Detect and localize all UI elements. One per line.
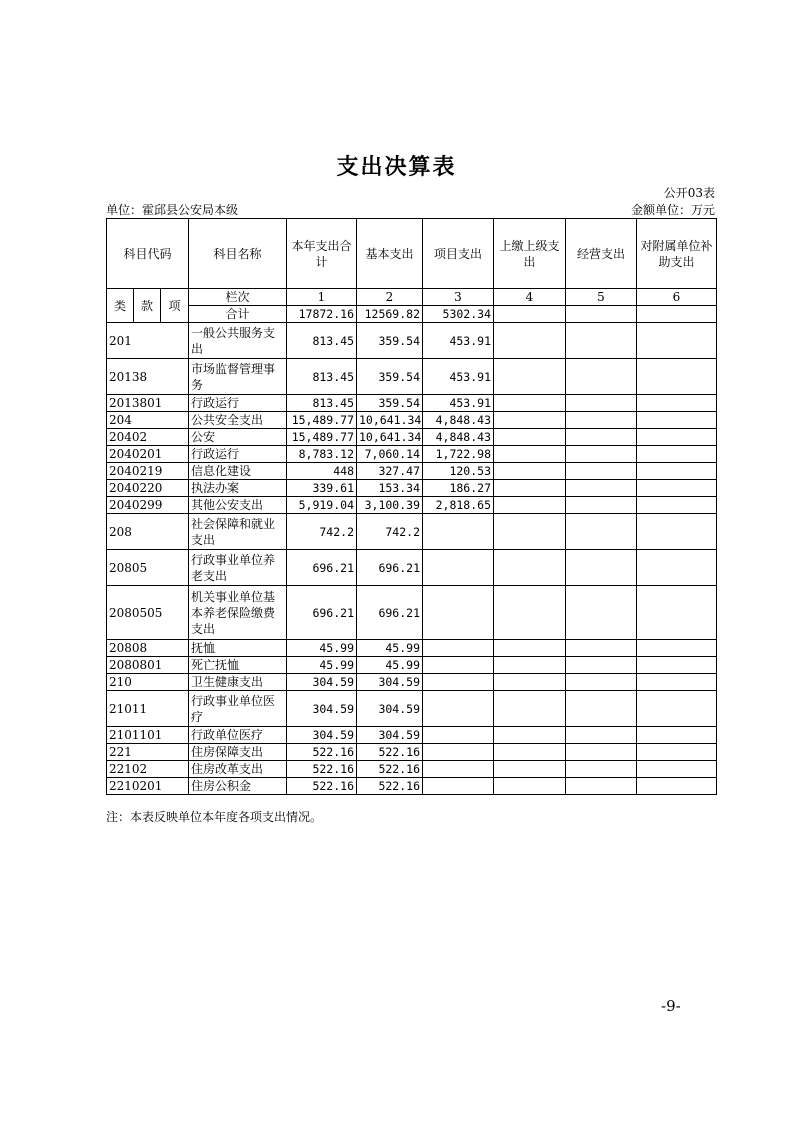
row-subsidy (637, 514, 717, 550)
row-basic: 696.21 (357, 586, 423, 640)
row-name: 一般公共服务支出 (189, 323, 287, 359)
row-operate (566, 778, 637, 795)
total-amount: 17872.16 (287, 306, 357, 323)
row-project: 4,848.43 (423, 429, 494, 446)
row-upper (494, 497, 566, 514)
row-operate (566, 761, 637, 778)
row-name: 卫生健康支出 (189, 674, 287, 691)
row-project (423, 586, 494, 640)
table-row (107, 640, 717, 657)
row-operate (566, 691, 637, 727)
row-operate (566, 674, 637, 691)
row-subsidy (637, 550, 717, 586)
row-code: 2080801 (107, 657, 189, 674)
row-name: 行政事业单位养老支出 (189, 550, 287, 586)
row-project: 2,818.65 (423, 497, 494, 514)
row-name: 机关事业单位基本养老保险缴费支出 (189, 586, 287, 640)
row-name: 公共安全支出 (189, 412, 287, 429)
row-code: 22102 (107, 761, 189, 778)
row-upper (494, 463, 566, 480)
row-operate (566, 727, 637, 744)
row-project (423, 550, 494, 586)
row-name: 执法办案 (189, 480, 287, 497)
row-project (423, 778, 494, 795)
total-basic: 12569.82 (357, 306, 423, 323)
table-row (107, 359, 717, 395)
row-code: 20402 (107, 429, 189, 446)
table-row (107, 674, 717, 691)
table-row (107, 412, 717, 429)
row-basic: 7,060.14 (357, 446, 423, 463)
row-operate (566, 744, 637, 761)
row-code: 2040299 (107, 497, 189, 514)
unit-label: 单位：霍邱县公安局本级 (106, 203, 239, 217)
row-name: 住房保障支出 (189, 744, 287, 761)
row-code: 20805 (107, 550, 189, 586)
row-basic: 10,641.34 (357, 429, 423, 446)
row-total: 813.45 (287, 359, 357, 395)
row-operate (566, 550, 637, 586)
row-upper (494, 744, 566, 761)
header-row (107, 219, 717, 289)
column-index-4: 4 (494, 289, 566, 306)
table-row (107, 463, 717, 480)
row-basic: 359.54 (357, 395, 423, 412)
row-subsidy (637, 359, 717, 395)
row-basic: 3,100.39 (357, 497, 423, 514)
row-total: 304.59 (287, 691, 357, 727)
row-name: 公安 (189, 429, 287, 446)
row-code: 2080505 (107, 586, 189, 640)
table-row (107, 586, 717, 640)
row-subsidy (637, 657, 717, 674)
row-basic: 327.47 (357, 463, 423, 480)
amount-unit-label: 金额单位：万元 (630, 203, 715, 217)
row-name: 行政单位医疗 (189, 727, 287, 744)
header-code: 科目代码 (107, 219, 189, 289)
table-row (107, 323, 717, 359)
row-upper (494, 480, 566, 497)
row-upper (494, 446, 566, 463)
row-upper (494, 550, 566, 586)
row-code: 2210201 (107, 778, 189, 795)
row-code: 20808 (107, 640, 189, 657)
row-code: 204 (107, 412, 189, 429)
row-basic: 304.59 (357, 691, 423, 727)
row-project: 186.27 (423, 480, 494, 497)
row-basic: 522.16 (357, 744, 423, 761)
page-number: -9- (661, 997, 681, 1015)
header-name: 科目名称 (189, 219, 287, 289)
row-code: 210 (107, 674, 189, 691)
row-project: 4,848.43 (423, 412, 494, 429)
header-upper: 上缴上级支出 (494, 219, 566, 289)
row-name: 行政事业单位医疗 (189, 691, 287, 727)
table-row (107, 727, 717, 744)
row-subsidy (637, 640, 717, 657)
row-project: 453.91 (423, 395, 494, 412)
row-total: 5,919.04 (287, 497, 357, 514)
row-project (423, 691, 494, 727)
row-subsidy (637, 727, 717, 744)
row-project (423, 514, 494, 550)
row-total: 45.99 (287, 657, 357, 674)
row-operate (566, 514, 637, 550)
row-total: 45.99 (287, 640, 357, 657)
row-upper (494, 323, 566, 359)
row-code: 221 (107, 744, 189, 761)
row-code: 208 (107, 514, 189, 550)
column-index-5: 5 (566, 289, 637, 306)
subheader-kuan: 款 (134, 289, 161, 323)
row-basic: 359.54 (357, 323, 423, 359)
row-basic: 522.16 (357, 778, 423, 795)
table-row (107, 761, 717, 778)
row-upper (494, 395, 566, 412)
row-operate (566, 657, 637, 674)
table-note: 注：本表反映单位本年度各项支出情况。 (106, 810, 323, 824)
row-total: 813.45 (287, 395, 357, 412)
row-basic: 45.99 (357, 640, 423, 657)
row-subsidy (637, 778, 717, 795)
form-number: 公开03表 (663, 186, 715, 200)
row-subsidy (637, 446, 717, 463)
page-title: 支出决算表 (336, 155, 457, 180)
table-row (107, 480, 717, 497)
row-name: 社会保障和就业支出 (189, 514, 287, 550)
row-operate (566, 463, 637, 480)
table-row (107, 550, 717, 586)
row-upper (494, 586, 566, 640)
row-upper (494, 514, 566, 550)
row-code: 20138 (107, 359, 189, 395)
table-row (107, 657, 717, 674)
header-basic: 基本支出 (357, 219, 423, 289)
row-operate (566, 497, 637, 514)
row-basic: 696.21 (357, 550, 423, 586)
row-project (423, 674, 494, 691)
row-basic: 153.34 (357, 480, 423, 497)
row-total: 8,783.12 (287, 446, 357, 463)
total-subsidy (637, 306, 717, 323)
row-code: 201 (107, 323, 189, 359)
row-total: 522.16 (287, 761, 357, 778)
row-basic: 359.54 (357, 359, 423, 395)
row-upper (494, 359, 566, 395)
header-operate: 经营支出 (566, 219, 637, 289)
row-operate (566, 586, 637, 640)
row-upper (494, 727, 566, 744)
row-basic: 304.59 (357, 674, 423, 691)
row-name: 住房改革支出 (189, 761, 287, 778)
expenditure-table (106, 218, 717, 795)
row-total: 15,489.77 (287, 429, 357, 446)
row-subsidy (637, 463, 717, 480)
row-name: 行政运行 (189, 446, 287, 463)
row-project (423, 761, 494, 778)
row-project (423, 640, 494, 657)
row-operate (566, 395, 637, 412)
row-name: 行政运行 (189, 395, 287, 412)
row-project: 1,722.98 (423, 446, 494, 463)
row-project: 120.53 (423, 463, 494, 480)
row-basic: 304.59 (357, 727, 423, 744)
row-subsidy (637, 395, 717, 412)
table-row (107, 446, 717, 463)
table-row (107, 744, 717, 761)
header-total: 本年支出合计 (287, 219, 357, 289)
total-upper (494, 306, 566, 323)
row-name: 信息化建设 (189, 463, 287, 480)
row-operate (566, 446, 637, 463)
row-subsidy (637, 412, 717, 429)
row-upper (494, 429, 566, 446)
row-operate (566, 359, 637, 395)
header-project: 项目支出 (423, 219, 494, 289)
column-index-6: 6 (637, 289, 717, 306)
row-code: 2013801 (107, 395, 189, 412)
row-upper (494, 640, 566, 657)
row-upper (494, 761, 566, 778)
row-upper (494, 778, 566, 795)
column-index-1: 1 (287, 289, 357, 306)
row-subsidy (637, 497, 717, 514)
subheader-xiang: 项 (161, 289, 189, 323)
total-row (107, 306, 717, 323)
subheader-lanci: 栏次 (189, 289, 287, 306)
row-code: 2040219 (107, 463, 189, 480)
row-subsidy (637, 480, 717, 497)
row-subsidy (637, 744, 717, 761)
row-total: 522.16 (287, 744, 357, 761)
row-total: 522.16 (287, 778, 357, 795)
row-total: 15,489.77 (287, 412, 357, 429)
table-row (107, 691, 717, 727)
row-total: 448 (287, 463, 357, 480)
row-name: 住房公积金 (189, 778, 287, 795)
row-operate (566, 323, 637, 359)
header-subsidy: 对附属单位补助支出 (637, 219, 717, 289)
row-operate (566, 640, 637, 657)
row-total: 742.2 (287, 514, 357, 550)
row-subsidy (637, 429, 717, 446)
row-subsidy (637, 761, 717, 778)
row-name: 其他公安支出 (189, 497, 287, 514)
total-project: 5302.34 (423, 306, 494, 323)
row-upper (494, 657, 566, 674)
row-code: 2040201 (107, 446, 189, 463)
row-code: 2040220 (107, 480, 189, 497)
table-row (107, 429, 717, 446)
row-name: 死亡抚恤 (189, 657, 287, 674)
row-total: 304.59 (287, 674, 357, 691)
row-subsidy (637, 323, 717, 359)
column-index-2: 2 (357, 289, 423, 306)
row-code: 21011 (107, 691, 189, 727)
row-code: 2101101 (107, 727, 189, 744)
subheader-lei: 类 (107, 289, 134, 323)
row-basic: 742.2 (357, 514, 423, 550)
row-project (423, 744, 494, 761)
row-total: 304.59 (287, 727, 357, 744)
table-row (107, 514, 717, 550)
row-basic: 10,641.34 (357, 412, 423, 429)
row-upper (494, 691, 566, 727)
row-upper (494, 674, 566, 691)
row-subsidy (637, 586, 717, 640)
row-total: 813.45 (287, 323, 357, 359)
table-row (107, 395, 717, 412)
total-label: 合计 (189, 306, 287, 323)
row-subsidy (637, 691, 717, 727)
row-project: 453.91 (423, 359, 494, 395)
row-operate (566, 429, 637, 446)
subheader-row (107, 289, 717, 306)
row-total: 696.21 (287, 550, 357, 586)
row-subsidy (637, 674, 717, 691)
row-basic: 45.99 (357, 657, 423, 674)
column-index-3: 3 (423, 289, 494, 306)
row-operate (566, 480, 637, 497)
row-name: 抚恤 (189, 640, 287, 657)
row-name: 市场监督管理事务 (189, 359, 287, 395)
table-row (107, 778, 717, 795)
row-project (423, 657, 494, 674)
row-total: 339.61 (287, 480, 357, 497)
row-basic: 522.16 (357, 761, 423, 778)
row-project (423, 727, 494, 744)
total-operate (566, 306, 637, 323)
row-total: 696.21 (287, 586, 357, 640)
row-upper (494, 412, 566, 429)
table-row (107, 497, 717, 514)
row-operate (566, 412, 637, 429)
row-project: 453.91 (423, 323, 494, 359)
